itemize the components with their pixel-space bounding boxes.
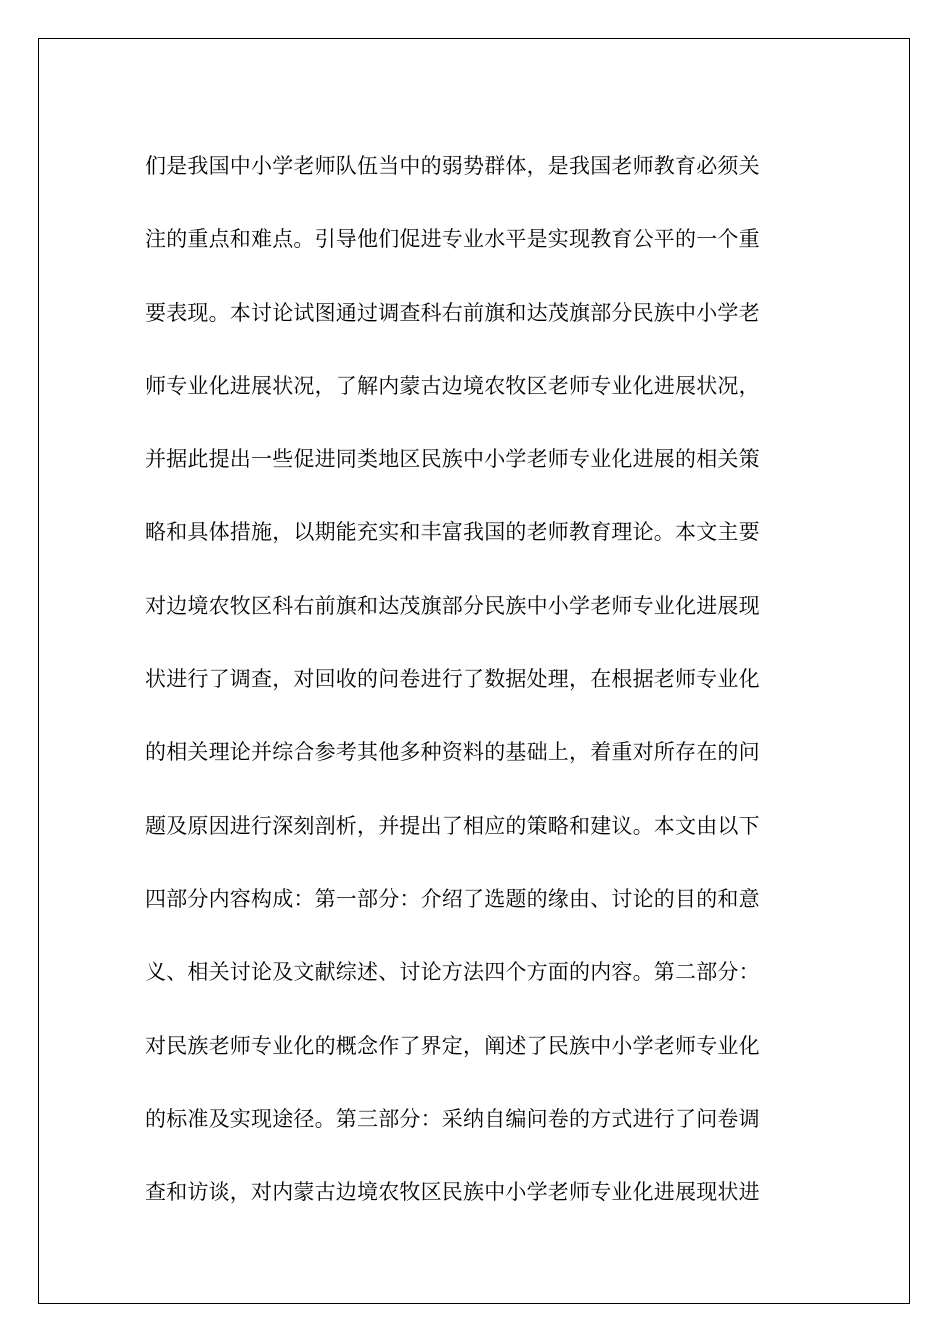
text-line: 的相关理论并综合参考其他多种资料的基础上，着重对所存在的问	[145, 740, 760, 765]
text-line: 对边境农牧区科右前旗和达茂旗部分民族中小学老师专业化进展现	[145, 593, 760, 618]
text-line: 的标准及实现途径。第三部分：采纳自编问卷的方式进行了问卷调	[145, 1106, 760, 1131]
text-line: 注的重点和难点。引导他们促进专业水平是实现教育公平的一个重	[145, 227, 760, 252]
text-line: 并据此提出一些促进同类地区民族中小学老师专业化进展的相关策	[145, 447, 760, 472]
text-line: 们是我国中小学老师队伍当中的弱势群体，是我国老师教育必须关	[145, 154, 760, 178]
text-line: 状进行了调查，对回收的问卷进行了数据处理，在根据老师专业化	[145, 667, 760, 692]
text-line: 四部分内容构成：第一部分：介绍了选题的缘由、讨论的目的和意	[145, 886, 760, 911]
body-text	[145, 130, 805, 1229]
text-line: 义、相关讨论及文献综述、讨论方法四个方面的内容。第二部分：	[145, 960, 760, 985]
text-line: 对民族老师专业化的概念作了界定，阐述了民族中小学老师专业化	[145, 1033, 760, 1058]
text-line: 略和具体措施，以期能充实和丰富我国的老师教育理论。本文主要	[145, 520, 760, 545]
text-line: 要表现。本讨论试图通过调查科右前旗和达茂旗部分民族中小学老	[145, 300, 760, 325]
text-line: 查和访谈，对内蒙古边境农牧区民族中小学老师专业化进展现状进	[145, 1180, 760, 1205]
text-line: 师专业化进展状况，了解内蒙古边境农牧区老师专业化进展状况，	[145, 373, 760, 398]
text-line: 题及原因进行深刻剖析，并提出了相应的策略和建议。本文由以下	[145, 813, 760, 838]
